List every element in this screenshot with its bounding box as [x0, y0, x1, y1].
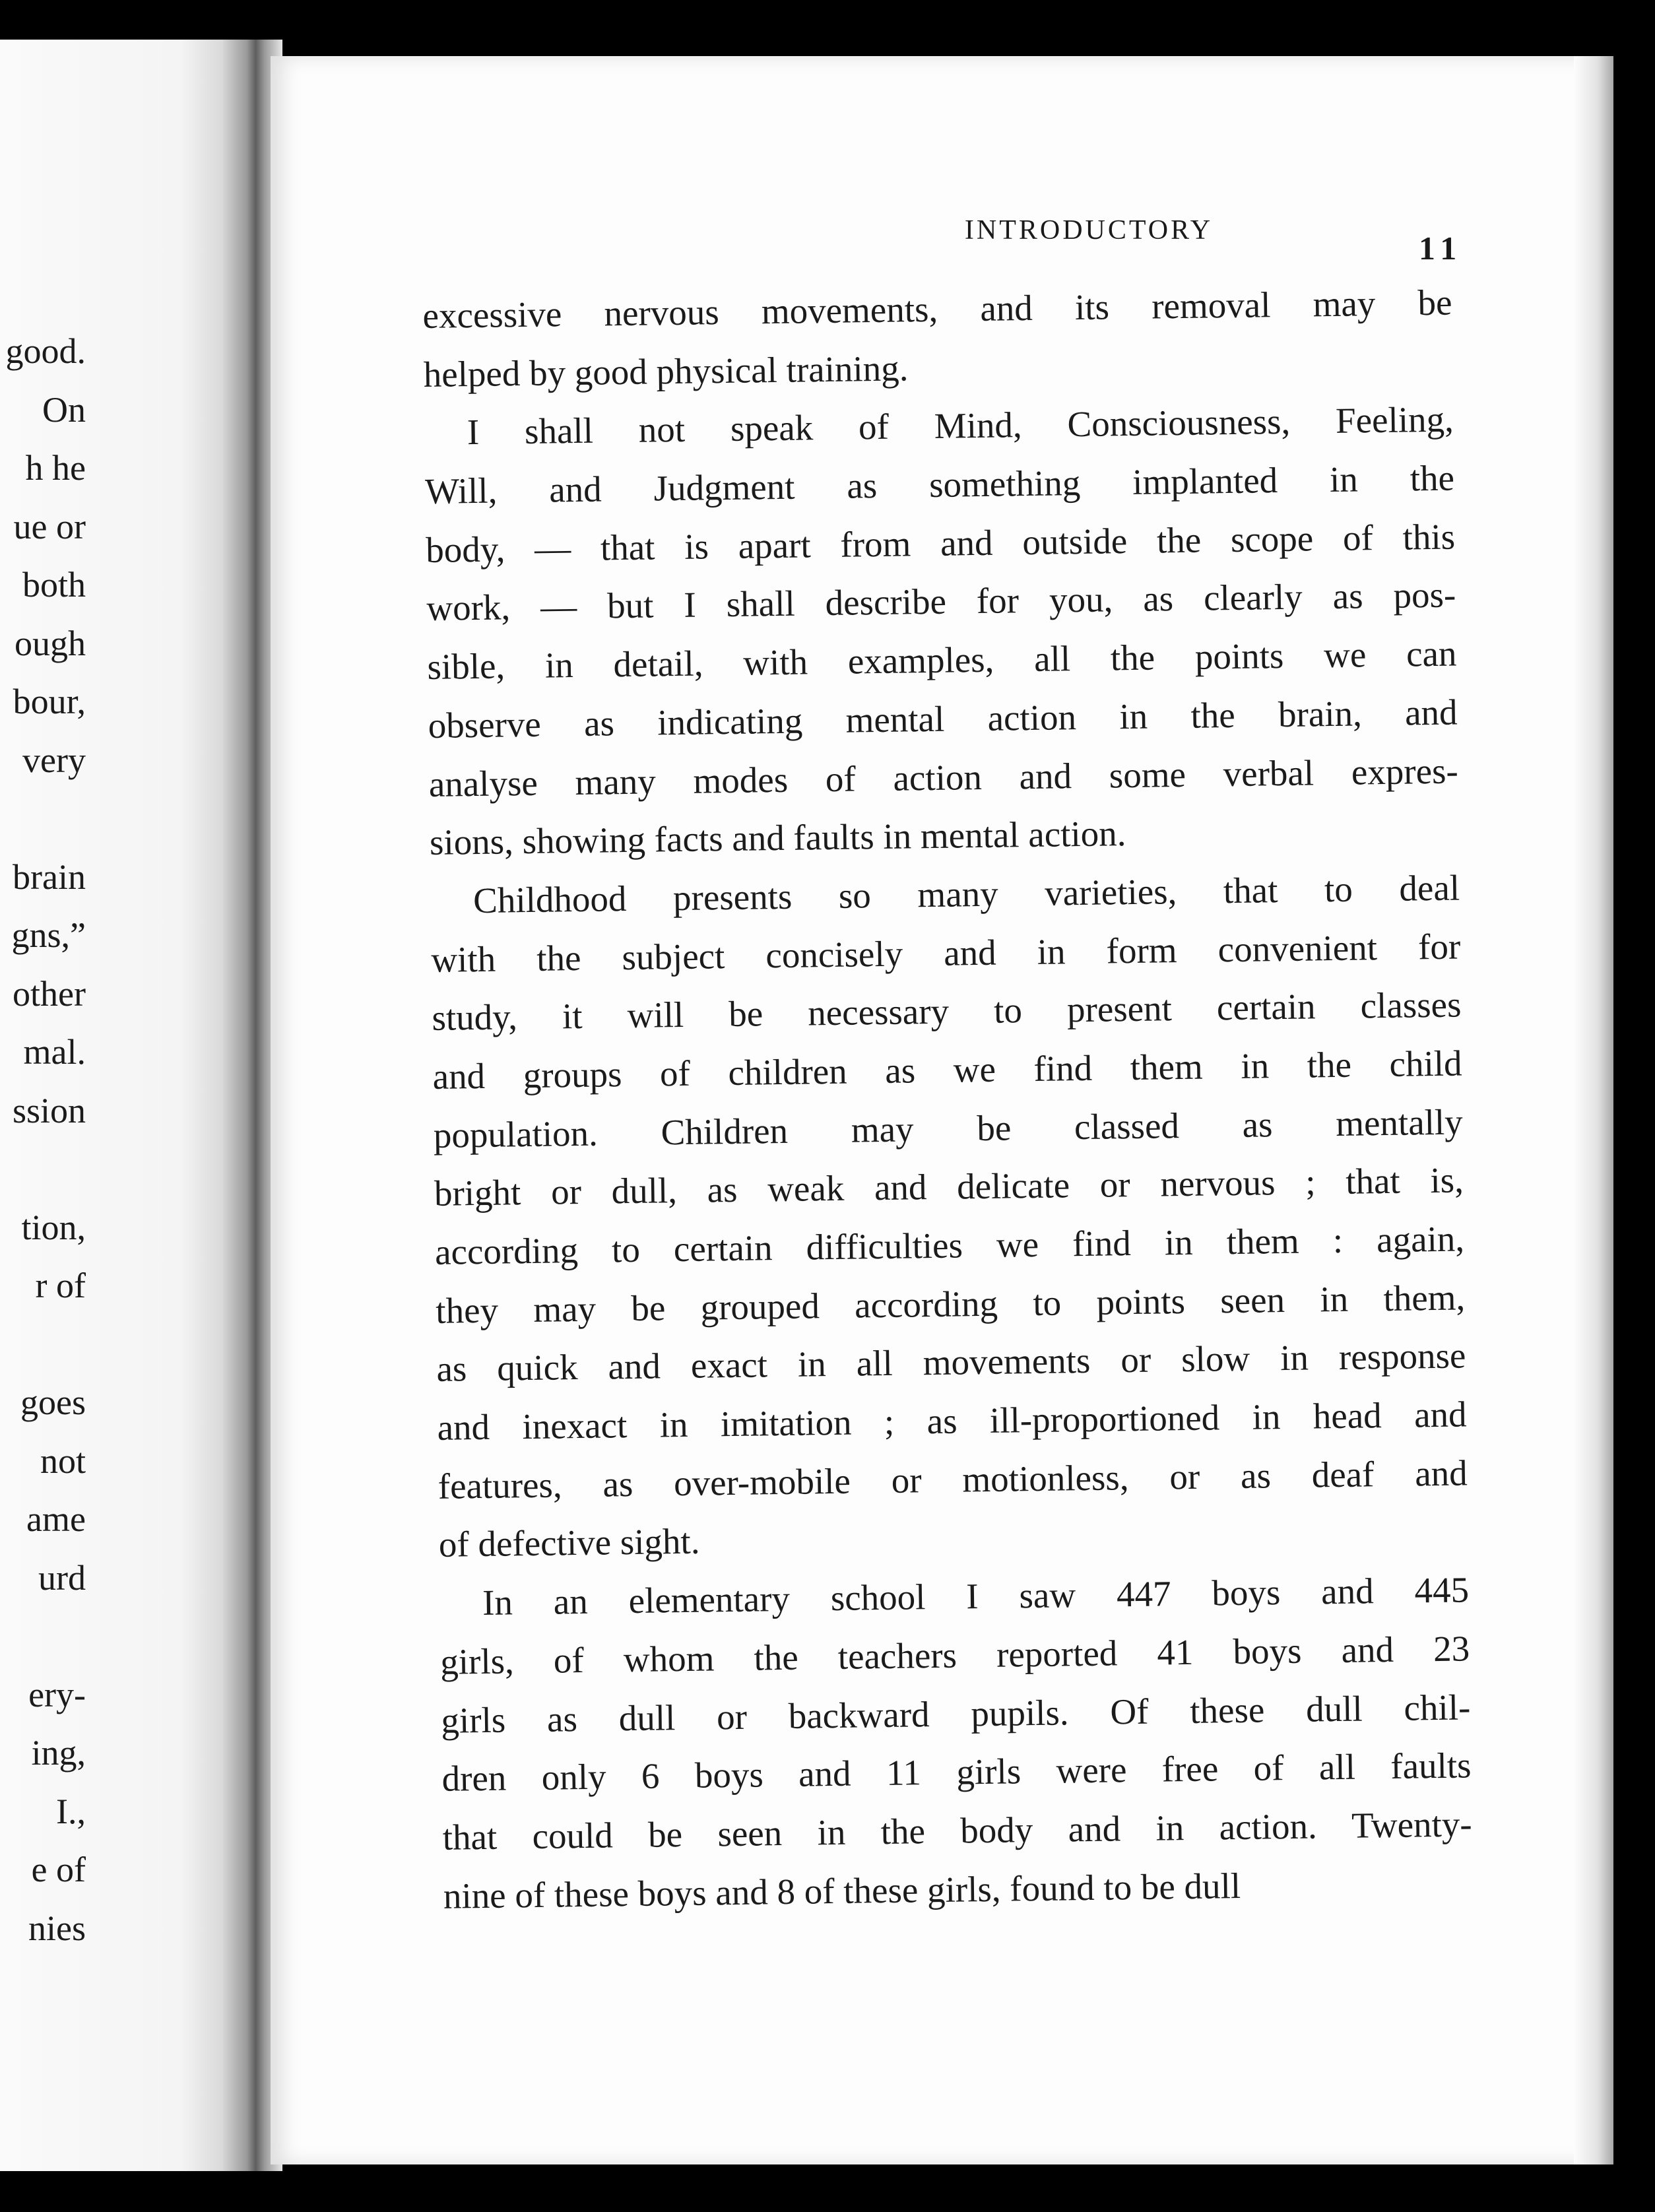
- text-line: of defective sight.: [438, 1521, 700, 1565]
- previous-page-line: [0, 1315, 86, 1374]
- text-line: features, as over-mobile or motionless, or as deaf and: [438, 1452, 1468, 1507]
- previous-page-line: ough: [15, 623, 86, 663]
- previous-page-line: very: [22, 740, 86, 780]
- text-line: with the subject concisely and in form convenient for: [430, 926, 1461, 980]
- text-line: work, — but I shall describe for you, as clearly as pos-: [426, 574, 1456, 629]
- previous-page: [0, 40, 259, 2171]
- previous-page-line: ue or: [13, 506, 86, 546]
- previous-page-line: [0, 1607, 86, 1666]
- current-page: [271, 56, 1613, 2164]
- paragraph: [439, 1561, 1474, 1926]
- text-line: Will, and Judgment as something implanted in the: [424, 457, 1455, 512]
- text-line: I shall not speak of Mind, Consciousness, Feeling,: [467, 399, 1454, 453]
- text-line: analyse many modes of action and some verbal expres-: [428, 750, 1459, 804]
- previous-page-line: both: [22, 565, 86, 604]
- paragraph: [424, 391, 1459, 872]
- previous-page-line: e of: [31, 1850, 86, 1889]
- previous-page-line: ame: [26, 1499, 86, 1539]
- text-line: that could be seen in the body and in action. Twenty-: [442, 1804, 1473, 1858]
- previous-page-line: I.,: [56, 1791, 86, 1831]
- previous-page-line: [0, 789, 86, 848]
- previous-page-line: On: [42, 389, 86, 430]
- text-line: nine of these boys and 8 of these girls, found to be dull: [443, 1865, 1241, 1916]
- text-line: they may be grouped according to points seen in them,: [435, 1277, 1466, 1331]
- text-line: excessive nervous movements, and its removal may be: [422, 282, 1452, 336]
- previous-page-line: tion,: [21, 1207, 86, 1247]
- previous-page-line: bour,: [13, 682, 86, 721]
- text-line: population. Children may be classed as mentally: [433, 1101, 1464, 1155]
- previous-page-line: other: [13, 973, 86, 1014]
- text-line: study, it will be necessary to present certain classes: [432, 984, 1462, 1039]
- text-line: dren only 6 boys and 11 girls were free of all faults: [441, 1745, 1472, 1799]
- previous-page-line: h he: [25, 448, 86, 488]
- paragraph: [430, 859, 1469, 1575]
- running-head: INTRODUCTORY: [964, 215, 1214, 245]
- previous-page-line: not: [40, 1441, 86, 1481]
- previous-page-line: ssion: [12, 1090, 86, 1130]
- previous-page-line: urd: [38, 1557, 86, 1598]
- previous-page-line: ing,: [31, 1733, 86, 1773]
- text-line: In an elementary school I saw 447 boys and 445: [482, 1569, 1470, 1623]
- text-line: girls as dull or backward pupils. Of these dull chil-: [441, 1686, 1471, 1741]
- text-line: according to certain difficulties we find in them : again,: [434, 1218, 1465, 1272]
- previous-page-line: mal.: [23, 1032, 86, 1072]
- text-line: observe as indicating mental action in the brain, and: [428, 692, 1458, 746]
- previous-page-line: brain: [13, 857, 86, 897]
- previous-page-line: goes: [20, 1382, 86, 1422]
- previous-page-line: ery-: [28, 1674, 86, 1714]
- text-line: as quick and exact in all movements or slow in response: [436, 1335, 1466, 1390]
- text-line: Childhood presents so many varieties, that to deal: [472, 867, 1460, 921]
- text-line: bright or dull, as weak and delicate or nervous ; that is,: [434, 1159, 1464, 1214]
- page-number: 11: [1419, 230, 1464, 267]
- previous-page-line: r of: [35, 1266, 86, 1305]
- previous-page-line: good.: [5, 331, 86, 371]
- body-text: [422, 274, 1473, 1926]
- page-edge: [1574, 56, 1613, 2164]
- previous-page-line: [0, 1140, 86, 1198]
- text-line: sions, showing facts and faults in mental action.: [429, 813, 1126, 863]
- paragraph: [422, 274, 1453, 405]
- text-line: body, — that is apart from and outside the scope of this: [425, 516, 1456, 570]
- text-line: sible, in detail, with examples, all the points we can: [427, 633, 1457, 688]
- previous-page-text: [0, 322, 86, 1957]
- text-line: helped by good physical training.: [423, 348, 909, 395]
- text-line: and groups of children as we find them in the child: [432, 1043, 1462, 1097]
- text-line: girls, of whom the teachers reported 41 boys and 23: [439, 1628, 1470, 1682]
- text-line: and inexact in imitation ; as ill-proportioned in head and: [437, 1394, 1467, 1448]
- previous-page-line: nies: [28, 1908, 86, 1948]
- previous-page-line: gns,”: [11, 915, 86, 955]
